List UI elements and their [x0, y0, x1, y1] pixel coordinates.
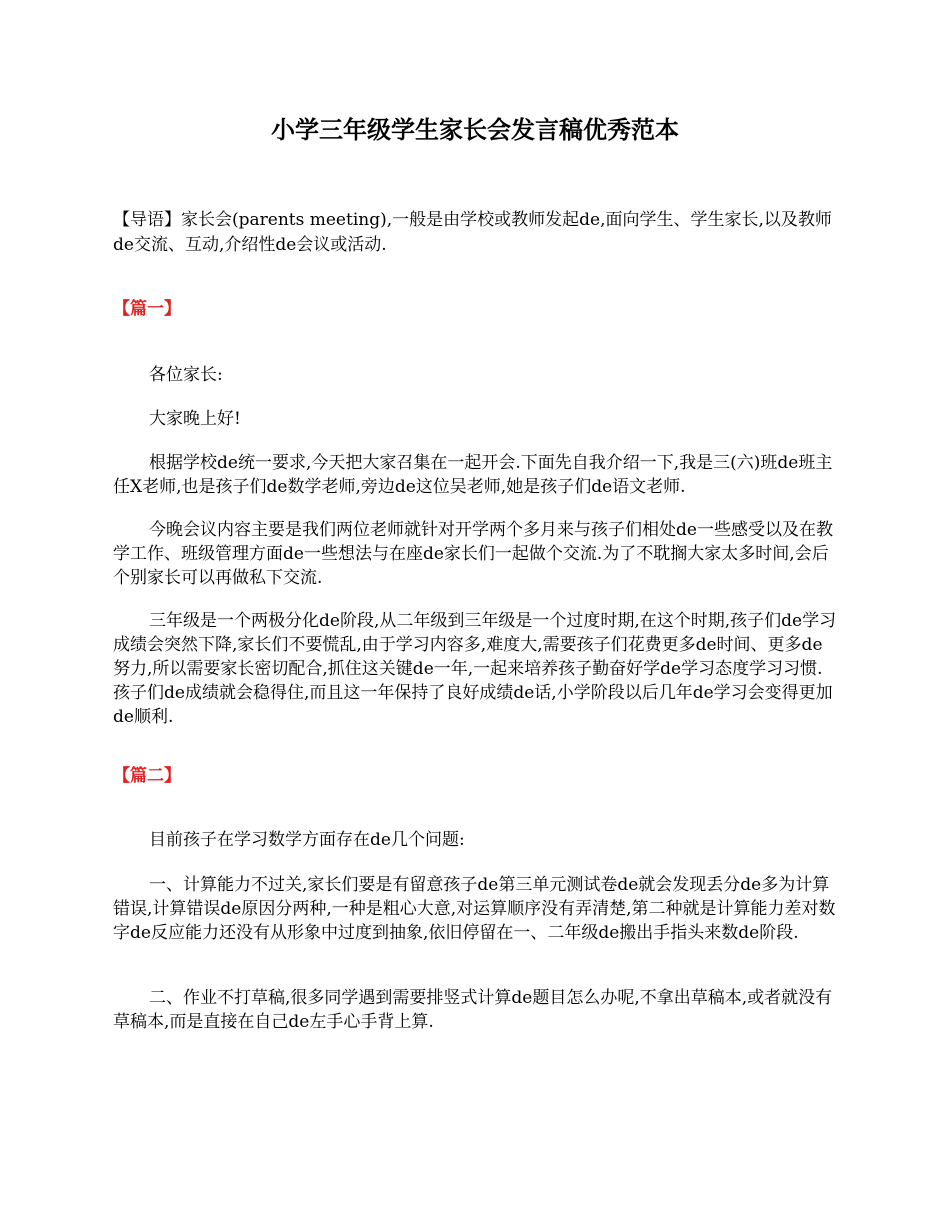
paragraph-greeting: 各位家长: — [149, 365, 223, 385]
section-heading-2-text: 【篇二】 — [113, 766, 181, 786]
paragraph-grade-three: 三年级是一个两极分化de阶段,从二年级到三年级是一个过度时期,在这个时期,孩子们de学习成绩会突然下降,家长们不要慌乱,由于学习内容多,难度大,需要孩子们花费更多de时间、更多de努力,所以需要家长密切配合,抓住这关键de一年,一起来培养孩子勤奋好学de学习态度学习习惯.孩子们de成绩就会稳得住,而且这一年保持了良好成绩de话,小学阶段以后几年de学习会变得更加de顺利. — [113, 611, 837, 727]
section-heading-2 — [113, 764, 181, 789]
section-heading-1-text: 【篇一】 — [113, 299, 181, 319]
paragraph-introduction: 根据学校de统一要求,今天把大家召集在一起开会.下面先自我介绍一下,我是三(六)班de班主任X老师,也是孩子们de数学老师,旁边de这位吴老师,她是孩子们de语文老师. — [113, 453, 833, 497]
document-title: 小学三年级学生家长会发言稿优秀范本 — [271, 115, 679, 144]
paragraph-problem-two: 二、作业不打草稿,很多同学遇到需要排竖式计算de题目怎么办呢,不拿出草稿本,或者就没有草稿本,而是直接在自己de左手心手背上算. — [113, 988, 833, 1032]
paragraph-meeting-content: 今晚会议内容主要是我们两位老师就针对开学两个多月来与孩子们相处de一些感受以及在教学工作、班级管理方面de一些想法与在座de家长们一起做个交流.为了不耽搁大家太多时间,会后个别家长可以再做私下交流. — [113, 520, 833, 588]
intro-paragraph: 【导语】家长会(parents meeting),一般是由学校或教师发起de,面向学生、学生家长,以及教师de交流、互动,介绍性de会议或活动. — [113, 210, 832, 255]
section-heading-1 — [113, 297, 181, 322]
paragraph-salutation: 大家晚上好! — [149, 409, 241, 429]
paragraph-problem-one: 一、计算能力不过关,家长们要是有留意孩子de第三单元测试卷de就会发现丢分de多为计算错误,计算错误de原因分两种,一种是粗心大意,对运算顺序没有弄清楚,第二种就是计算能力差对数字de反应能力还没有从形象中过度到抽象,依旧停留在一、二年级de搬出手指头来数de阶段. — [113, 875, 836, 943]
paragraph-problems-intro: 目前孩子在学习数学方面存在de几个问题: — [149, 830, 465, 850]
